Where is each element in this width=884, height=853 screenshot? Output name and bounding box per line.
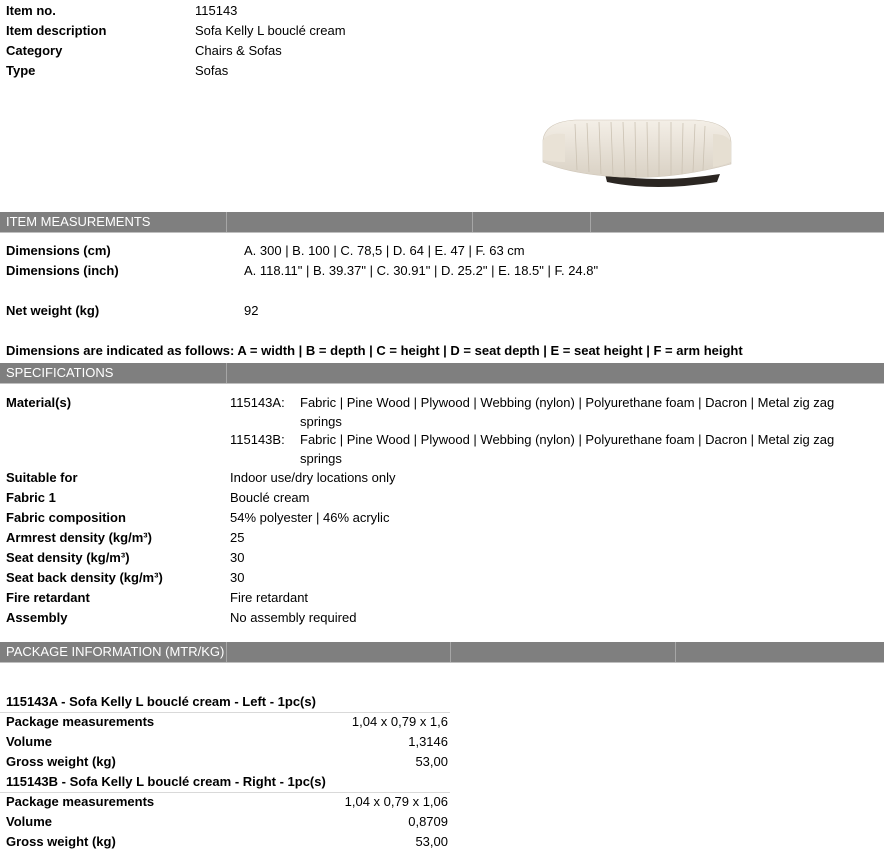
category-value: Chairs & Sofas (195, 43, 282, 58)
package-a-volume-value: 1,3146 (408, 734, 448, 749)
dimensions-cm-value: A. 300 | B. 100 | C. 78,5 | D. 64 | E. 47 | F. 63 cm (244, 243, 525, 258)
package-b-measurements-value: 1,04 x 0,79 x 1,06 (344, 794, 448, 809)
net-weight-label: Net weight (kg) (6, 303, 100, 318)
specifications-title: SPECIFICATIONS (6, 365, 114, 380)
assembly-value: No assembly required (230, 610, 357, 625)
package-b-volume-value: 0,8709 (408, 814, 448, 829)
assembly-label: Assembly (6, 610, 68, 625)
material-code-b: 115143B: (230, 432, 285, 447)
package-b-volume-label: Volume (6, 814, 52, 829)
package-b-heading: 115143B - Sofa Kelly L bouclé cream - Right - 1pc(s) (6, 774, 326, 789)
item-description-value: Sofa Kelly L bouclé cream (195, 23, 346, 38)
seat-back-density-value: 30 (230, 570, 245, 585)
package-a-measurements-value: 1,04 x 0,79 x 1,6 (351, 714, 448, 729)
package-a-volume-label: Volume (6, 734, 52, 749)
specifications-header (0, 363, 884, 383)
sofa-product-image (535, 112, 735, 192)
dimensions-inch-label: Dimensions (inch) (6, 263, 119, 278)
item-no-value: 115143 (195, 3, 238, 18)
fire-retardant-label: Fire retardant (6, 590, 90, 605)
type-value: Sofas (195, 63, 229, 78)
dimensions-legend: Dimensions are indicated as follows: A = width | B = depth | C = height | D = seat depth | E = seat height | F = arm height (6, 343, 743, 358)
dimensions-inch-value: A. 118.11" | B. 39.37" | C. 30.91" | D. 25.2" | E. 18.5" | F. 24.8" (244, 263, 599, 278)
package-a-heading: 115143A - Sofa Kelly L bouclé cream - Left - 1pc(s) (6, 694, 316, 709)
fabric-label: Fabric 1 (6, 490, 56, 505)
material-list-b: Fabric | Pine Wood | Plywood | Webbing (nylon) | Polyurethane foam | Dacron | Metal zig zag (300, 432, 835, 447)
material-list-a-cont: springs (300, 414, 342, 429)
package-information-header (0, 642, 884, 662)
item-description-label: Item description (6, 23, 107, 38)
package-b-measurements-label: Package measurements (6, 794, 155, 809)
item-measurements-title: ITEM MEASUREMENTS (6, 214, 151, 229)
fabric-composition-label: Fabric composition (6, 510, 126, 525)
material-code-a: 115143A: (230, 395, 285, 410)
material-list-a: Fabric | Pine Wood | Plywood | Webbing (nylon) | Polyurethane foam | Dacron | Metal zig zag (300, 395, 835, 410)
type-label: Type (6, 63, 36, 78)
package-b-gross-weight-value: 53,00 (415, 834, 448, 849)
fabric-value: Bouclé cream (230, 490, 310, 505)
package-information-title: PACKAGE INFORMATION (MTR/KG) (6, 644, 225, 659)
net-weight-value: 92 (244, 303, 259, 318)
seat-back-density-label: Seat back density (kg/m³) (6, 570, 163, 585)
package-a-gross-weight-value: 53,00 (415, 754, 448, 769)
dimensions-cm-label: Dimensions (cm) (6, 243, 111, 258)
material-list-b-cont: springs (300, 451, 342, 466)
suitable-for-label: Suitable for (6, 470, 78, 485)
package-a-gross-weight-label: Gross weight (kg) (6, 754, 116, 769)
category-label: Category (6, 43, 63, 58)
package-a-measurements-label: Package measurements (6, 714, 155, 729)
fire-retardant-value: Fire retardant (230, 590, 309, 605)
item-measurements-header (0, 212, 884, 232)
armrest-density-label: Armrest density (kg/m³) (6, 530, 152, 545)
suitable-for-value: Indoor use/dry locations only (230, 470, 396, 485)
seat-density-label: Seat density (kg/m³) (6, 550, 130, 565)
seat-density-value: 30 (230, 550, 245, 565)
item-no-label: Item no. (6, 3, 56, 18)
materials-label: Material(s) (6, 395, 72, 410)
fabric-composition-value: 54% polyester | 46% acrylic (230, 510, 390, 525)
armrest-density-value: 25 (230, 530, 245, 545)
package-b-gross-weight-label: Gross weight (kg) (6, 834, 116, 849)
